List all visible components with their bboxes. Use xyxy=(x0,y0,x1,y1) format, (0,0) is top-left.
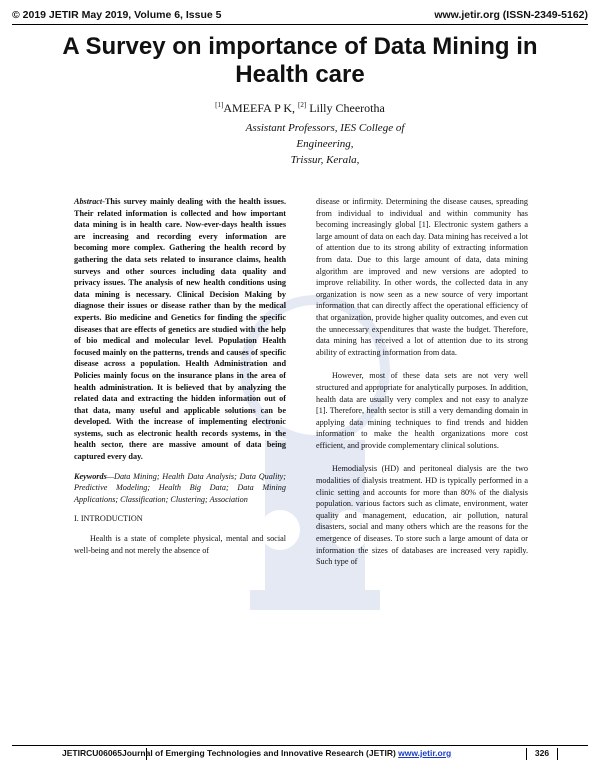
page-footer xyxy=(0,748,600,760)
paper-title: A Survey on importance of Data Mining in Health care xyxy=(62,33,538,88)
header-issue-info: © 2019 JETIR May 2019, Volume 6, Issue 5 xyxy=(12,9,222,21)
keywords-text: —Data Mining; Health Data Analysis; Data Quality; Predictive Modeling; Health Big Data; Data Mining Applications; Classification; Clustering; Association xyxy=(74,471,286,504)
keywords xyxy=(74,471,286,506)
footer-paper-id: JETIRCU06065 xyxy=(14,748,147,760)
footer-journal xyxy=(122,748,451,760)
body-paragraph-1: disease or infirmity. Determining the disease causes, spreading from individual to individual and within community has becoming increasingly global [1]. Electronic system gathers a large amount of data on each day. Data mining has received a lot of attention due to its strong ability of extracting information from data. Due to this large amount of data, data mining algorithm are improved and new versions are adopted to improve reliability. In other words, the collected data in any organization is now seen as a new source of very important information that can directly affect the operational efficiency of that organization, provide higher quality outcomes, and even cut the unnecessary expenditures that waste the budget. Therefore, data mining has received a lot of attention due to its strong ability of extracting information from data. xyxy=(316,197,528,357)
affiliation-line-1: Assistant Professors, IES College of xyxy=(245,122,405,134)
author-2-name: Lilly Cheerotha xyxy=(306,101,385,115)
left-column xyxy=(74,196,286,556)
page-header xyxy=(12,9,588,23)
footer-page-number: 326 xyxy=(526,748,558,760)
footer-divider xyxy=(12,745,588,746)
author-1-mark: [1] xyxy=(215,101,224,109)
abstract-label: Abstract- xyxy=(74,197,105,206)
affiliation-line-2: Engineering, xyxy=(296,138,354,150)
author-line xyxy=(0,101,600,116)
keywords-label: Keywords xyxy=(74,471,107,481)
affiliation xyxy=(220,120,430,168)
footer-journal-name: Journal of Emerging Technologies and Innovative Research (JETIR) xyxy=(122,748,399,758)
header-divider xyxy=(12,24,588,25)
author-1-name: AMEEFA P K, xyxy=(223,101,299,115)
right-column xyxy=(316,196,528,568)
body-paragraph-2: However, most of these data sets are not very well structured and appropriate for analytically purposes. In addition, health data are usually very complex and not easy to analyze [1]. Therefore, health sector is still a very demanding domain in applying data mining techniques to find trends and hidden information to make the health organizations more cost efficient, and provide complementary clinical solutions. xyxy=(316,371,528,450)
body-paragraph-3: Hemodialysis (HD) and peritoneal dialysis are the two modalities of dialysis treatment. HD is typically performed in a clinic setting and accounts for more than 80% of the dialysis population. various factors such as climate, environment, water quality and management, education, air pollution, natural disasters, social and many others which are the reasons for the emergence of diseases. To store such a large amount of data or information the sizes of databases are increased very rapidly. Such type of xyxy=(316,464,528,567)
section-heading-introduction: I. INTRODUCTION xyxy=(74,514,143,524)
affiliation-line-3: Trissur, Kerala, xyxy=(290,154,360,166)
abstract xyxy=(74,196,286,463)
header-website-issn: www.jetir.org (ISSN-2349-5162) xyxy=(434,9,588,21)
intro-paragraph: Health is a state of complete physical, mental and social well-being and not merely the absence of xyxy=(74,534,286,555)
abstract-text: This survey mainly dealing with the health issues. Their related information is collected and how important data mining is in health care. Now-ever-days health issues are increasing and recording every information are becoming more complex. Gathering the health record by gathering the data sets related to insurance claims, health surveys and other sources including data quality and privacy issues. The analysis of new health conditions using data mining is necessary. Clinical Decision Making by diagnose their issues or disease rather than by the medical experts. Bio medicine and Genetics for finding the specific diseases that are effects of genetics are studied with the help of bio medical and molecular level. Population Health focused mainly on the patterns, trends and causes of specific disease across a population. Health Administration and Policies mainly focus on the insurance plans in the area of health administration. It is believed that by analyzing the related data and extracting the hidden information out of that data, many useful and applicable solutions can be developed. With the increase of implementing electronic systems, such as electronic health records systems, in the health sector, there are massive amount of data being captured every day. xyxy=(74,197,286,462)
author-2-mark: [2] xyxy=(298,101,307,109)
footer-journal-link[interactable]: www.jetir.org xyxy=(398,748,452,758)
